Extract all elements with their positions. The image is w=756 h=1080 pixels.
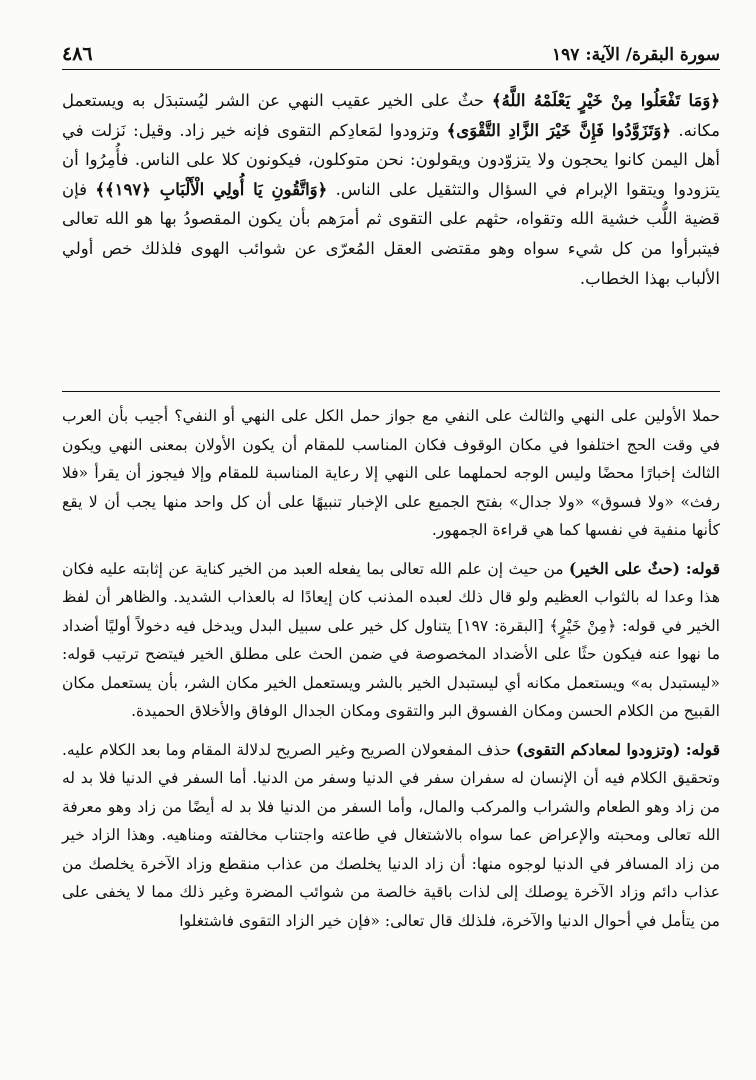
- gloss-paragraph-3: [62, 736, 720, 936]
- gloss-lead-3: قوله: (وتزودوا لمعادكم التقوى): [516, 739, 720, 759]
- commentary-text-2: وتزودوا لمَعادِكم التقوى فإنه خير زاد. وقيل: نَزلت في أهل اليمن كانوا يحجون ولا يتزوّدون ويقولون: نحن متوكلون، فيكونون كلا على الناس. فأُمِرُوا أن يتزودوا ويتقوا الإبرام في السؤال والتثقيل على الناس.: [62, 120, 720, 199]
- running-title: سورة البقرة/ الآية: ١٩٧: [552, 45, 720, 65]
- page-number: ٤٨٦: [62, 43, 93, 65]
- book-page: [62, 36, 720, 1056]
- main-commentary: [62, 86, 720, 384]
- gloss-paragraph-1: [62, 402, 720, 545]
- commentary-paragraph: [62, 86, 720, 293]
- quran-verse-2: ﴿وَتَزَوَّدُوا فَإِنَّ خَيْرَ الزَّادِ التَّقْوَى﴾: [446, 120, 672, 140]
- gloss-section: [62, 402, 720, 945]
- commentary-text-1: حثٌ على الخير عقيب النهي عن الشر ليُستبدَل به ويستعمل مكانه.: [62, 91, 720, 140]
- commentary-text-3: فإن قضية اللُّب خشية الله وتقواه، حثهم على التقوى ثم أمرَهم بأن يكون المقصودُ بها هو الله تعالى فيتبرأوا من كل شيء سواه وهو مقتضى العقل المُعرّى عن شوائب الهوى فلذلك خص أولي الألباب بهذا الخطاب.: [62, 179, 720, 288]
- gloss-text-2: من حيث إن علم الله تعالى بما يفعله العبد من الخير كناية عن إثابته عليه فكان هذا وعدا له بالثواب العظيم ولو قال ذلك لعبده المذنب كان إيعادًا له بالعذاب الشديد. والظاهر أن لفظ الخير في قوله: ﴿مِنْ خَيْرٍ﴾ [البقرة: ١٩٧] يتناول كل خير على سبيل البدل ويدخل فيه دخولاً أوليًا أضداد ما نهوا عنه فيكون حثًا على الأضداد المخصوصة في ضمن الحث على مطلق الخير فيتضح ترتيب قوله: «ليستبدل به» ويستعمل مكانه أي ليستبدل الخير بالشر ويستعمل الخير مكان الشر، بأن يستعمل مكان القبيح من الكلام الحسن ومكان الفسوق البر والتقوى ومكان الجدال الوفاق والأخلاق الحميدة.: [62, 559, 720, 720]
- gloss-paragraph-2: [62, 555, 720, 726]
- gloss-text-3: حذف المفعولان الصريح وغير الصريح لدلالة المقام وما بعد الكلام عليه. وتحقيق الكلام فيه أن الإنسان له سفران سفر في الدنيا وسفر من الدنيا. أما السفر في الدنيا فلا بد له من زاد وهو الطعام والشراب والمركب والمال، وأما السفر من الدنيا فلا بد له أيضًا من زاد وهو معرفة الله تعالى ومحبته والإعراض عما سواه بالاشتغال في طاعته واجتناب مخالفته ومناهيه. وهذا الزاد خير من زاد المسافر في الدنيا لوجوه منها: أن زاد الدنيا يخلصك من عذاب منقطع وزاد الآخرة يخلصك من عذاب دائم وزاد الآخرة يوصلك إلى لذات باقية خالصة من شوائب المضرة وغير ذلك مما لا يخفى على من يتأمل في أحوال الدنيا والآخرة، فلذلك قال تعالى: «فإن خير الزاد التقوى فاشتغلوا: [62, 740, 720, 930]
- quran-verse-3: ﴿وَاتَّقُونِ يَا أُولِي الْأَلْبَابِ ﴿١٩٧﴾﴾: [95, 179, 328, 199]
- gloss-lead-2: قوله: (حثٌ على الخير): [569, 558, 720, 578]
- quran-verse-1: ﴿وَمَا تَفْعَلُوا مِنْ خَيْرٍ يَعْلَمْهُ اللَّهُ﴾: [491, 91, 720, 110]
- gloss-text-1: حملا الأولين على النهي والثالث على النفي مع جواز حمل الكل على النهي أو النفي؟ أجيب بأن العرب في وقت الحج اختلفوا في مكان الوقوف فكان المناسب للمقام أن يكون الأولان بمعنى النهي ويكون الثالث إخبارًا محضًا وليس الوجه لحملهما على النهي إلا رعاية المناسبة للمقام وإلا فيجوز أن يقرأ «فلا رفث» «ولا فسوق» «ولا جدال» بفتح الجميع على الإخبار تنبيهًا على أن كل واحد منها يجب أن لا يقع كأنها منفية في نفسها كما هي قراءة الجمهور.: [62, 407, 720, 539]
- page-header: [62, 36, 720, 70]
- section-divider: [62, 391, 720, 392]
